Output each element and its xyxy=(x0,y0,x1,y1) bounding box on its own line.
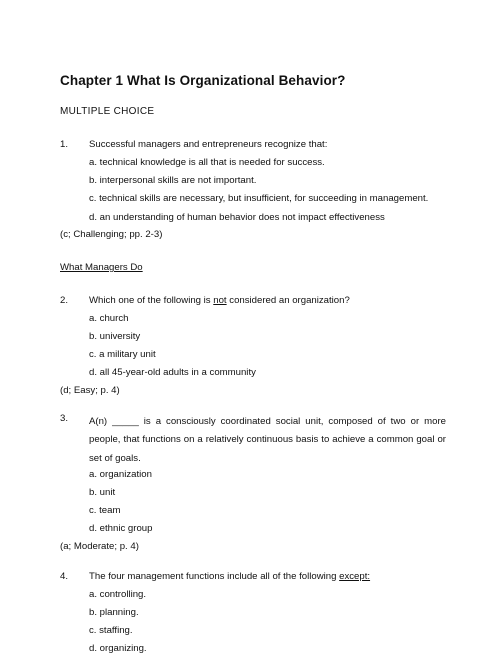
question-number: 3. xyxy=(60,413,69,424)
emphasis-except: except: xyxy=(339,571,371,582)
option-c: c. staffing. xyxy=(89,625,133,636)
option-c: c. technical skills are necessary, but insufficient, for succeeding in management. xyxy=(89,193,429,204)
answer-key: (a; Moderate; p. 4) xyxy=(60,541,139,552)
option-b: b. planning. xyxy=(89,607,139,618)
question-text: A(n) _____ is a consciously coordinated social unit, composed of two or more people, that functions on a relatively continuous basis to achieve a common goal or set of goals. xyxy=(89,416,446,464)
option-a: a. controlling. xyxy=(89,589,147,600)
option-d: d. an understanding of human behavior does not impact effectiveness xyxy=(89,212,385,223)
option-d: d. organizing. xyxy=(89,643,147,654)
option-d: d. all 45-year-old adults in a community xyxy=(89,367,256,378)
question-text-start: The four management functions include all of the following xyxy=(89,571,340,582)
section-heading: MULTIPLE CHOICE xyxy=(60,106,155,117)
question-number: 2. xyxy=(60,295,69,306)
answer-key: (d; Easy; p. 4) xyxy=(60,385,120,396)
option-b: b. university xyxy=(89,331,141,342)
option-d: d. ethnic group xyxy=(89,523,153,534)
emphasis-not: not xyxy=(213,295,227,306)
question-number: 1. xyxy=(60,139,69,150)
option-b: b. unit xyxy=(89,487,116,498)
subsection-heading: What Managers Do xyxy=(60,262,143,273)
question-text-end: considered an organization? xyxy=(226,295,350,306)
option-a: a. church xyxy=(89,313,129,324)
answer-key: (c; Challenging; pp. 2-3) xyxy=(60,229,163,240)
question-text-start: Which one of the following is xyxy=(89,295,214,306)
option-b: b. interpersonal skills are not important. xyxy=(89,175,257,186)
question-number: 4. xyxy=(60,571,69,582)
page-title: Chapter 1 What Is Organizational Behavior? xyxy=(60,73,346,88)
option-c: c. team xyxy=(89,505,121,516)
option-a: a. technical knowledge is all that is needed for success. xyxy=(89,157,325,168)
option-c: c. a military unit xyxy=(89,349,156,360)
question-text xyxy=(89,295,350,306)
option-a: a. organization xyxy=(89,469,152,480)
question-text: Successful managers and entrepreneurs recognize that: xyxy=(89,139,328,150)
question-text xyxy=(89,571,370,582)
